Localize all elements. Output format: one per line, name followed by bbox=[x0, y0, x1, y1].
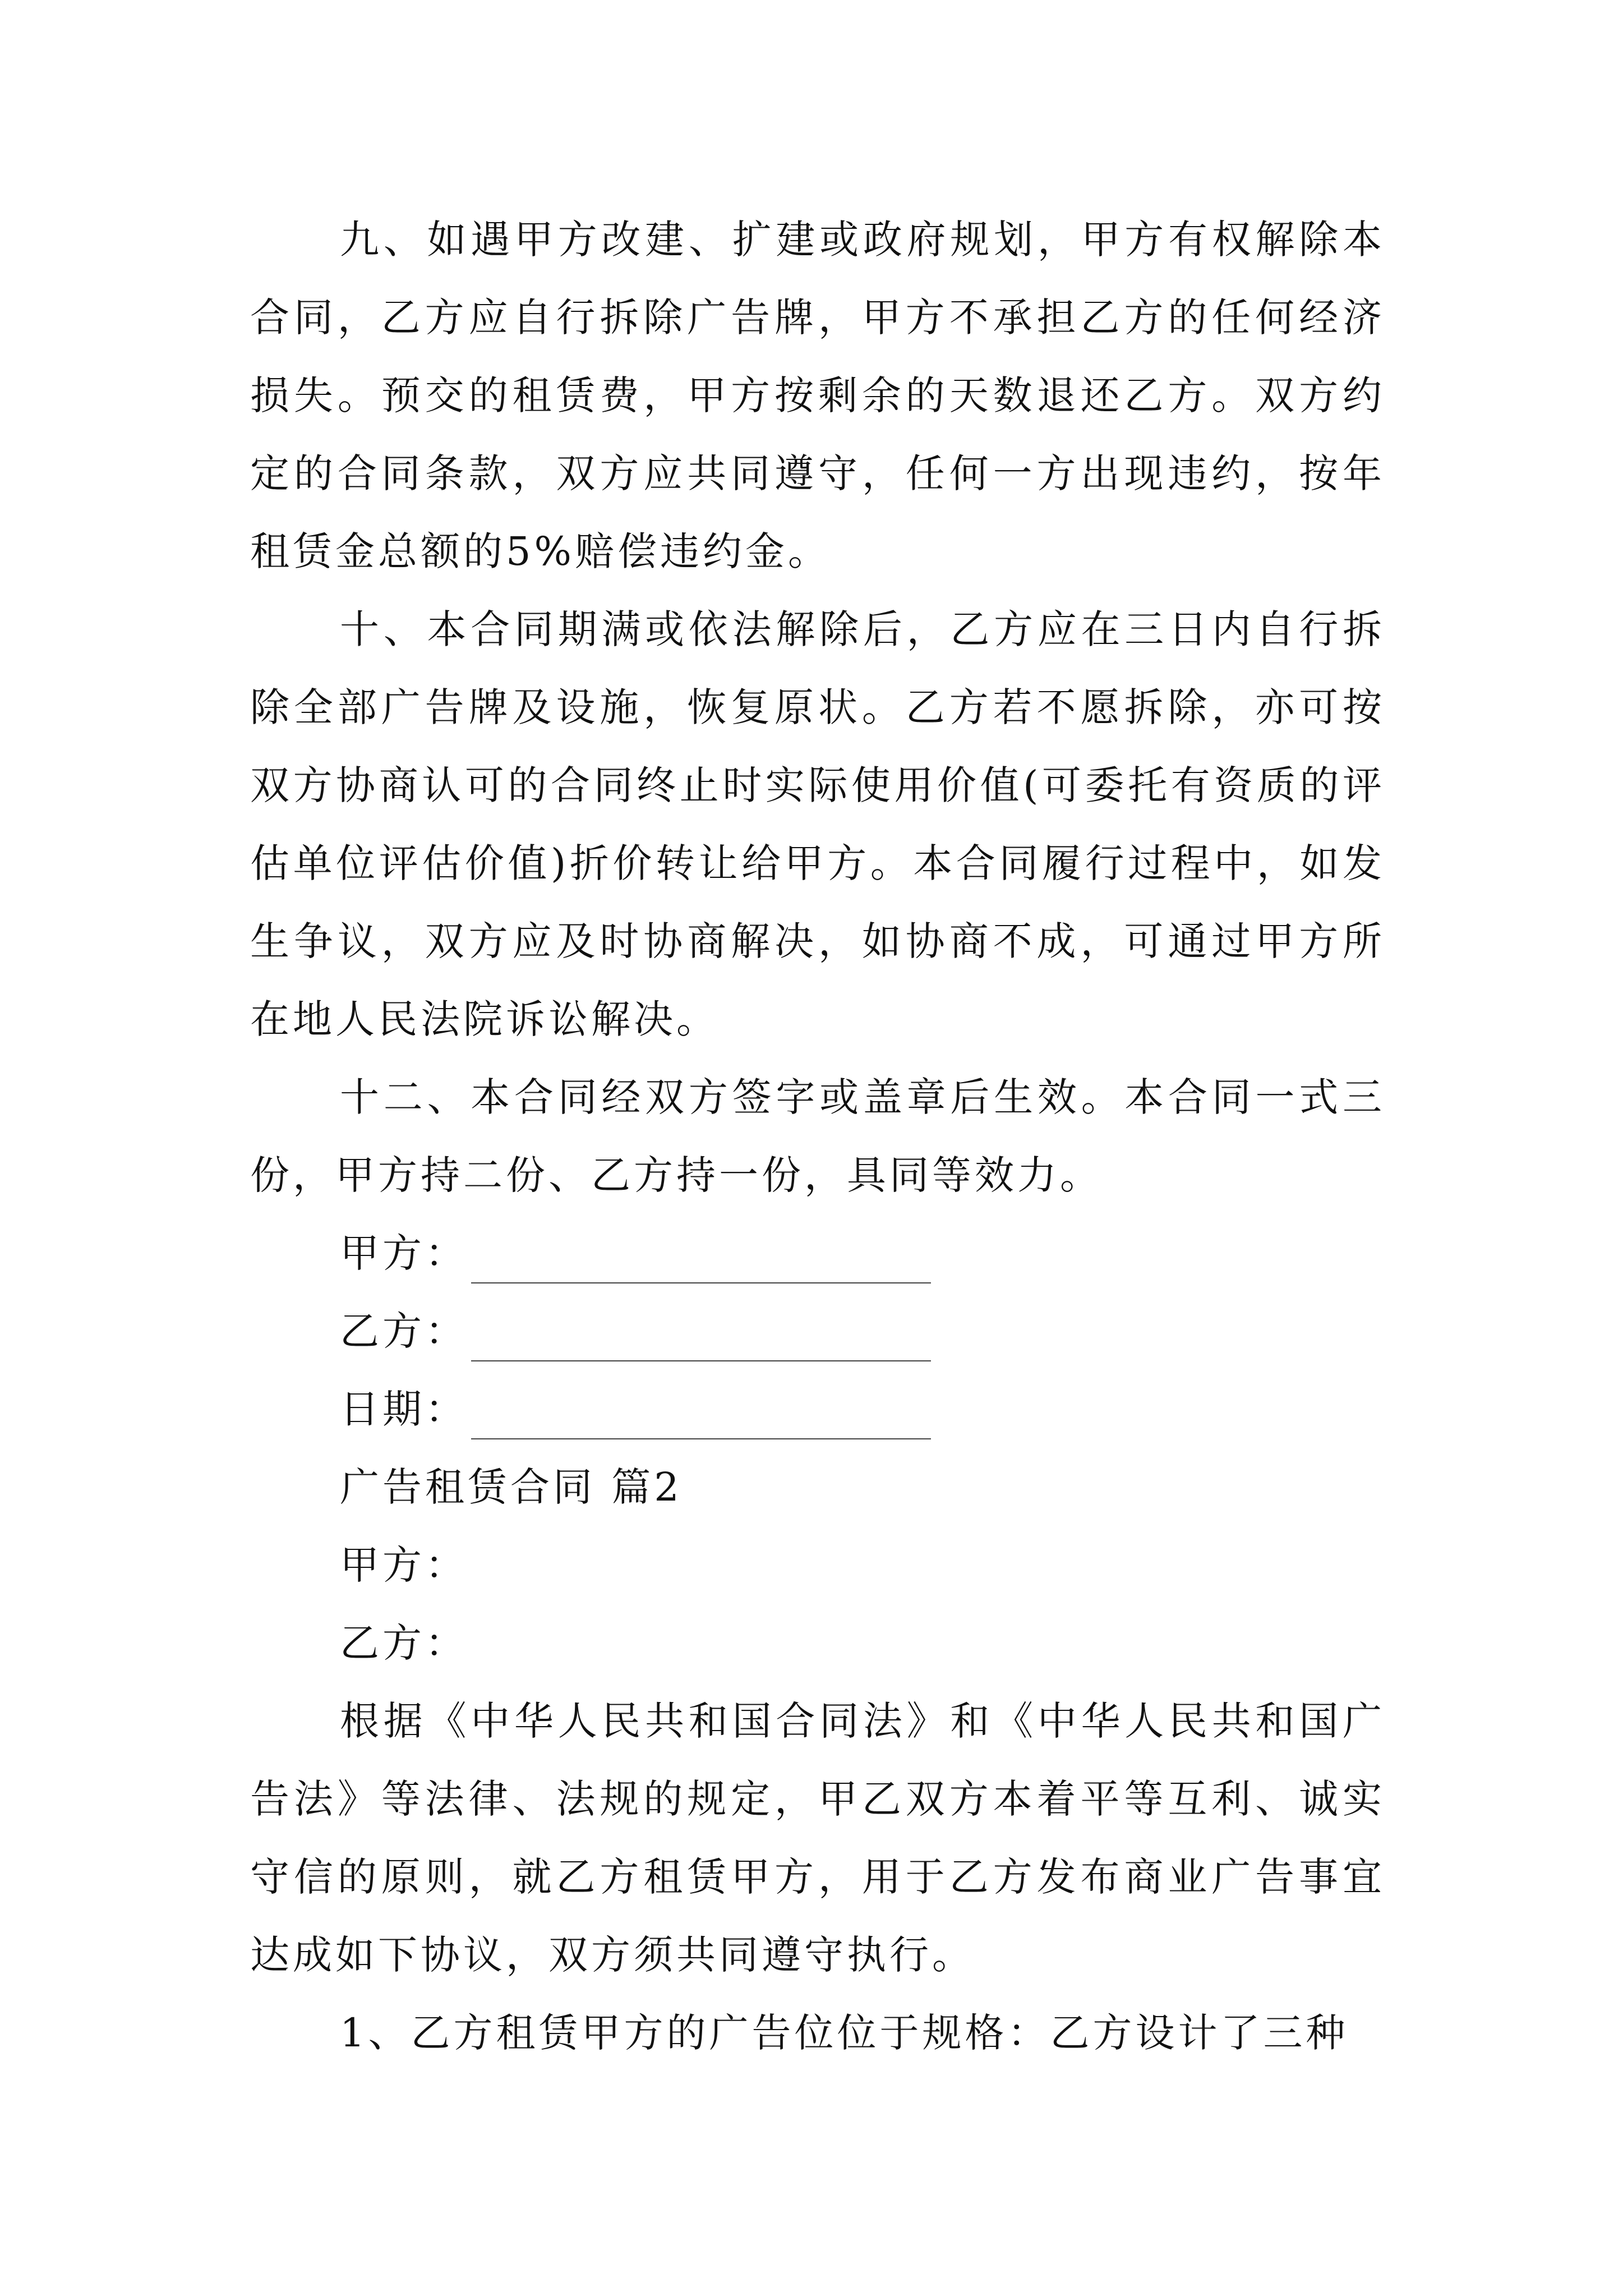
section2-party-b: 乙方： bbox=[340, 1620, 468, 1666]
party-b-signature-line bbox=[471, 1359, 931, 1361]
document-body bbox=[250, 201, 1385, 2072]
party-a-signature-line bbox=[471, 1281, 931, 1283]
section2-item-1: 1、乙方租赁甲方的广告位位于规格：乙方设计了三种 bbox=[340, 2010, 1349, 2056]
clause-10: 十、本合同期满或依法解除后，乙方应在三日内自行拆除全部广告牌及设施，恢复原状。乙方若不愿拆除，亦可按双方协商认可的合同终止时实际使用价值(可委托有资质的评估单位评估价值)折价转让给甲方。本合同履行过程中，如发生争议，双方应及时协商解决，如协商不成，可通过甲方所在地人民法院诉讼解决。 bbox=[250, 606, 1385, 1042]
date-signature-line bbox=[471, 1437, 931, 1439]
signature-date bbox=[250, 1370, 1385, 1448]
signature-party-b bbox=[250, 1292, 1385, 1370]
party-a-label: 甲方： bbox=[340, 1230, 468, 1276]
clause-12: 十二、本合同经双方签字或盖章后生效。本合同一式三份，甲方持二份、乙方持一份，具同等效力。 bbox=[250, 1074, 1385, 1198]
date-label: 日期： bbox=[340, 1386, 468, 1432]
signature-party-a bbox=[250, 1214, 1385, 1292]
section-heading: 广告租赁合同 篇2 bbox=[340, 1464, 683, 1510]
section2-intro: 根据《中华人民共和国合同法》和《中华人民共和国广告法》等法律、法规的规定，甲乙双方本着平等互利、诚实守信的原则，就乙方租赁甲方，用于乙方发布商业广告事宜达成如下协议，双方须共同遵守执行。 bbox=[250, 1698, 1385, 1978]
section2-party-a: 甲方： bbox=[340, 1542, 468, 1588]
party-b-label: 乙方： bbox=[340, 1308, 468, 1354]
clause-9: 九、如遇甲方改建、扩建或政府规划，甲方有权解除本合同，乙方应自行拆除广告牌，甲方不承担乙方的任何经济损失。预交的租赁费，甲方按剩余的天数退还乙方。双方约定的合同条款，双方应共同遵守，任何一方出现违约，按年租赁金总额的5%赔偿违约金。 bbox=[250, 217, 1385, 574]
